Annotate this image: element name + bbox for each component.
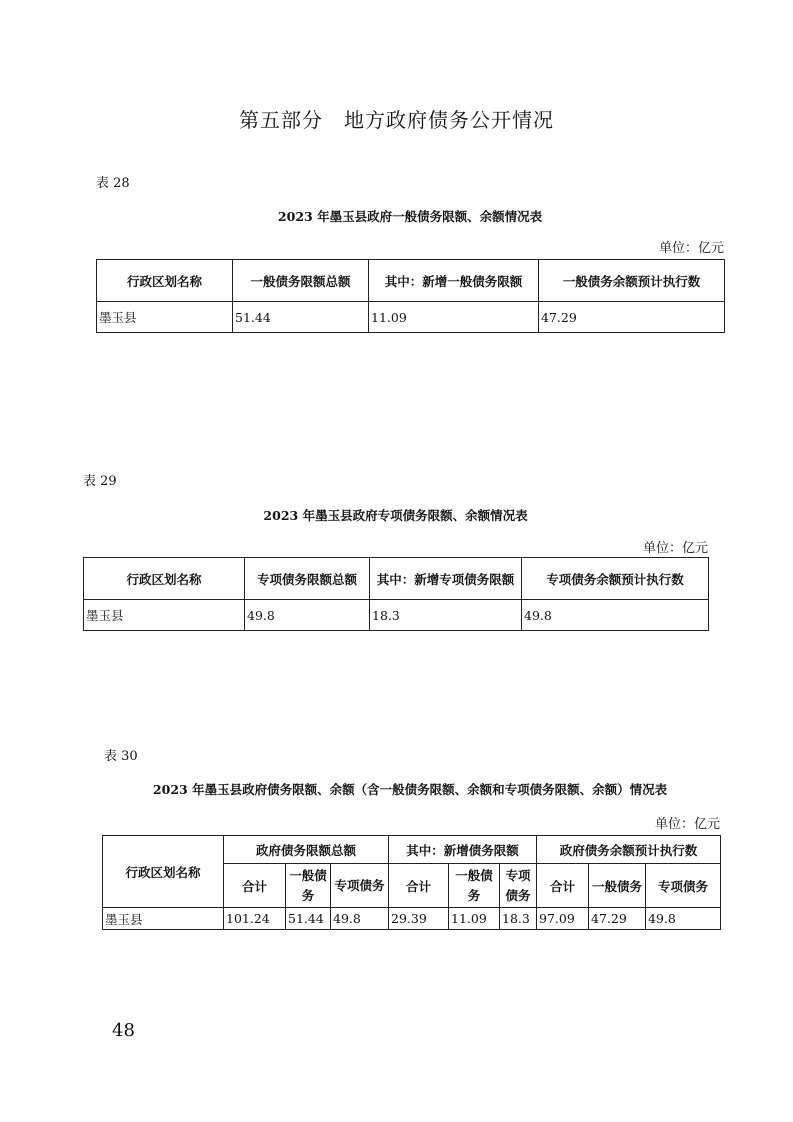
table-row xyxy=(103,908,721,930)
table29-cell: 49.8 xyxy=(522,600,709,631)
table30-subheader: 合计 xyxy=(389,864,449,908)
page-number: 48 xyxy=(112,1020,135,1041)
table29-cell: 49.8 xyxy=(245,600,370,631)
table30 xyxy=(102,835,721,930)
table29-header: 其中：新增专项债务限额 xyxy=(370,558,522,600)
table30-group-header: 其中：新增债务限额 xyxy=(389,836,537,864)
table29-header: 行政区划名称 xyxy=(84,558,245,600)
table30-unit: 单位：亿元 xyxy=(654,817,720,832)
table30-subheader: 专项债务 xyxy=(331,864,389,908)
table28-header: 一般债务余额预计执行数 xyxy=(539,260,725,302)
table-row xyxy=(84,600,709,631)
table30-subheader: 合计 xyxy=(224,864,286,908)
table29 xyxy=(83,557,709,631)
table28-unit: 单位：亿元 xyxy=(658,241,724,256)
table30-group-header: 政府债务限额总额 xyxy=(224,836,389,864)
table30-cell: 11.09 xyxy=(449,908,500,930)
table30-group-header: 政府债务余额预计执行数 xyxy=(537,836,721,864)
table29-caption: 2023 年墨玉县政府专项债务限额、余额情况表 xyxy=(263,508,528,523)
table28-header: 行政区划名称 xyxy=(97,260,233,302)
table28 xyxy=(96,259,725,333)
table30-subheader: 一般债务 xyxy=(286,864,331,908)
table29-cell: 18.3 xyxy=(370,600,522,631)
table30-cell: 墨玉县 xyxy=(103,908,224,930)
table30-cell: 49.8 xyxy=(646,908,721,930)
table30-subheader: 专项债务 xyxy=(646,864,721,908)
table29-header: 专项债务余额预计执行数 xyxy=(522,558,709,600)
table30-cell: 49.8 xyxy=(331,908,389,930)
page-title: 第五部分 地方政府债务公开情况 xyxy=(239,108,554,132)
table30-subheader: 专项债务 xyxy=(500,864,537,908)
table28-cell: 51.44 xyxy=(233,302,369,333)
table29-cell: 墨玉县 xyxy=(84,600,245,631)
table-row xyxy=(97,302,725,333)
table30-cell: 29.39 xyxy=(389,908,449,930)
table28-caption: 2023 年墨玉县政府一般债务限额、余额情况表 xyxy=(277,209,543,224)
table30-cell: 18.3 xyxy=(500,908,537,930)
table30-caption: 2023 年墨玉县政府债务限额、余额（含一般债务限额、余额和专项债务限额、余额）情况表 xyxy=(152,782,668,797)
table30-header-region: 行政区划名称 xyxy=(103,836,224,908)
table28-cell: 墨玉县 xyxy=(97,302,233,333)
table28-cell: 47.29 xyxy=(539,302,725,333)
table29-unit: 单位：亿元 xyxy=(642,541,708,556)
table30-cell: 101.24 xyxy=(224,908,286,930)
table30-subheader: 一般债务 xyxy=(449,864,500,908)
table28-header: 一般债务限额总额 xyxy=(233,260,369,302)
table28-header: 其中：新增一般债务限额 xyxy=(369,260,539,302)
table30-subheader: 一般债务 xyxy=(589,864,646,908)
table29-header: 专项债务限额总额 xyxy=(245,558,370,600)
table30-cell: 47.29 xyxy=(589,908,646,930)
table30-cell: 51.44 xyxy=(286,908,331,930)
table28-cell: 11.09 xyxy=(369,302,539,333)
table30-subheader: 合计 xyxy=(537,864,589,908)
table29-label: 表 29 xyxy=(83,474,117,489)
table30-label: 表 30 xyxy=(104,749,138,764)
table30-cell: 97.09 xyxy=(537,908,589,930)
table28-label: 表 28 xyxy=(96,176,130,191)
